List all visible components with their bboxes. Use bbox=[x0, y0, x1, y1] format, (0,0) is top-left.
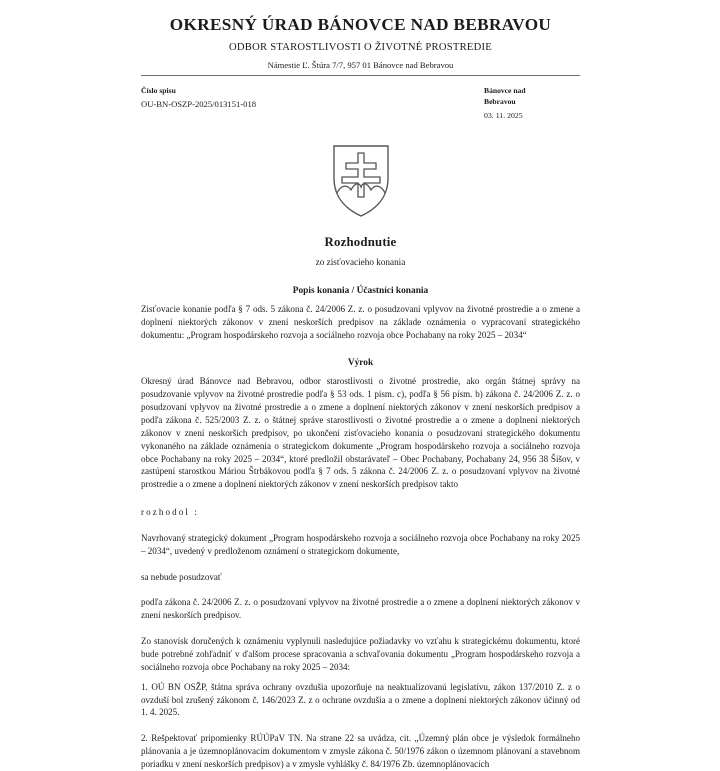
reference-block bbox=[141, 85, 580, 122]
emblem-container bbox=[141, 144, 580, 218]
letterhead-divider bbox=[141, 75, 580, 76]
file-number-group bbox=[141, 85, 256, 111]
place-date-group bbox=[484, 85, 580, 122]
office-address: Námestie Ľ. Štúra 7/7, 957 01 Bánovce nad Bebravou bbox=[267, 59, 454, 70]
decision-outcome: sa nebude posudzovať bbox=[141, 571, 222, 582]
section-heading-description: Popis konania / Účastníci konania bbox=[292, 285, 429, 296]
paragraph-requirements-intro: Zo stanovísk doručených k oznámeniu vyplynuli nasledujúce požiadavky vo vzťahu k strategickému dokumentu, ktoré bude potrebné zohľadniť v ďalšom procese spracovania a schvaľovania dokumentu „Program hospodárskeho rozvoja a sociálneho rozvoja obce Pochabany na roky 2025 – 2034: bbox=[141, 636, 580, 672]
section-heading-verdict: Výrok bbox=[347, 358, 374, 369]
paragraph-verdict: Okresný úrad Bánovce nad Bebravou, odbor starostlivosti o životné prostredie, ako orgán štátnej správy na posudzovanie vplyvov na životné prostredie podľa § 53 ods. 1 písm. c), podľa § 56 písm. b) zákona č. 24/2006 Z. z. o posudzovaní vplyvov na životné prostredie a o zmene a doplnení niektorých zákonov v znení neskorších predpisov a podľa zákona č. 525/2003 Z. z. o štátnej správe starostlivosti o životné prostredie a o zmene a doplnení niektorých zákonov v znení neskorších predpisov, po ukončení zisťovacieho konania o posudzovaní strategického dokumentu vykonaného na základe oznámenia o strategickom dokumente „Program hospodárskeho rozvoja a sociálneho rozvoja obce Pochabany na roky 2025 – 2034“, ktoré predložil obstarávateľ – Obec Pochabany, Pochabany 24, 956 38 Šišov, v zastúpení starostkou Máriou Štrbákovou podľa § 7 ods. 5 zákona č. 24/2006 Z. z. o posudzovaní vplyvov na životné prostredie a o zmene a doplnení niektorých zákonov v znení neskorších predpisov takto bbox=[141, 376, 580, 490]
page-subtitle: zo zisťovacieho konania bbox=[315, 256, 406, 267]
paragraph-decision-subject: Navrhovaný strategický dokument „Program hospodárskeho rozvoja a sociálneho rozvoja obce Pochabany na roky 2025 – 2034“, uvedený v predloženom oznámení o strategickom dokumente, bbox=[141, 532, 580, 556]
file-number-label: Číslo spisu bbox=[141, 86, 176, 96]
requirement-item-2: 2. Rešpektovať pripomienky RÚÚPaV TN. Na strane 22 sa uvádza, cit. „Územný plán obce je výsledok formálneho plánovania a je územnoplánovacím dokumentom v zmysle zákona č. 50/1976 zákon o územnom plánovaní a stavebnom poriadku v znení neskorších predpisov) a v zmysle vyhlášky č. 84/1976 Zb. územnoplánovacích bbox=[141, 733, 580, 769]
paragraph-description: Zisťovacie konanie podľa § 7 ods. 5 zákona č. 24/2006 Z. z. o posudzovaní vplyvov na životné prostredie a o zmene a doplnení niektorých zákonov v znení neskorších predpisov na základe oznámenia o vypracovaní strategického dokumentu: „Program hospodárskeho rozvoja a sociálneho rozvoja obce Pochabany na roky 2025 – 2034“ bbox=[141, 303, 580, 340]
department-title: ODBOR STAROSTLIVOSTI O ŽIVOTNÉ PROSTREDIE bbox=[228, 42, 493, 54]
place-line-2: Bebravou bbox=[484, 97, 516, 107]
paragraph-legal-basis: podľa zákona č. 24/2006 Z. z. o posudzovaní vplyvov na životné prostredie a o zmene a doplnení niektorých zákonov v znení neskorších predpisov. bbox=[141, 597, 580, 621]
letterhead bbox=[141, 14, 580, 76]
decision-keyword: rozhodol : bbox=[141, 507, 199, 518]
place-line-1: Bánovce nad bbox=[484, 86, 526, 96]
issue-date: 03. 11. 2025 bbox=[484, 111, 523, 121]
file-number-value: OU-BN-OSZP-2025/013151-018 bbox=[141, 99, 257, 110]
page-title: Rozhodnutie bbox=[324, 234, 397, 249]
requirement-item-1: 1. OÚ BN OSŽP, štátna správa ochrany ovzdušia upozorňuje na neaktualizovanú legislatívu, zákon 137/2010 Z. z o ovzduší bol zrušený zákonom č. 146/2023 Z. z o ochrane ovzdušia a o zmene a doplnení niektorých zákonov účinný od 1. 4. 2025. bbox=[141, 681, 580, 718]
issuing-office-title: OKRESNÝ ÚRAD BÁNOVCE NAD BEBRAVOU bbox=[169, 15, 552, 34]
slovak-coat-of-arms-icon bbox=[332, 144, 390, 218]
